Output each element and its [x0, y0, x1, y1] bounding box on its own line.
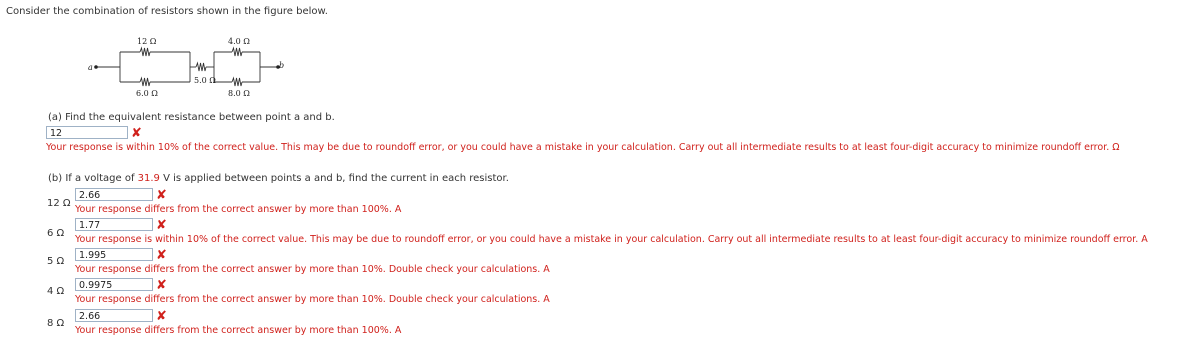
row-feedback-4-ohm: Your response differs from the correct answer by more than 10%. Double check your calculations. A: [75, 294, 550, 305]
problem-intro: Consider the combination of resistors shown in the figure below.: [6, 6, 328, 17]
point-a-label: a: [88, 63, 93, 72]
x-mark-icon: ✘: [156, 218, 167, 233]
row-feedback-12-ohm: Your response differs from the correct answer by more than 100%. A: [75, 204, 402, 215]
row-label-12-ohm: 12 Ω: [47, 198, 71, 209]
x-mark-icon: ✘: [131, 126, 142, 141]
current-6-ohm-input[interactable]: 1.77: [75, 218, 153, 231]
resistor-4-label: 4.0 Ω: [228, 37, 250, 46]
row-feedback-8-ohm: Your response differs from the correct answer by more than 100%. A: [75, 325, 402, 336]
resistor-5-label: 5.0 Ω: [194, 76, 216, 85]
resistor-12-label: 12 Ω: [137, 37, 157, 46]
part-a-answer-input[interactable]: 12: [46, 126, 128, 139]
x-mark-icon: ✘: [156, 188, 167, 203]
part-a-feedback: Your response is within 10% of the correct value. This may be due to roundoff error, or you could have a mistake in your calculation. Carry out all intermediate results to at least four-digit accuracy to minimize roundoff error. Ω: [46, 142, 1120, 153]
part-b-question: (b) If a voltage of 31.9 V is applied between points a and b, find the current in each resistor.: [48, 173, 509, 184]
row-label-6-ohm: 6 Ω: [47, 228, 65, 239]
current-5-ohm-input[interactable]: 1.995: [75, 248, 153, 261]
row-feedback-5-ohm: Your response differs from the correct answer by more than 10%. Double check your calculations. A: [75, 264, 550, 275]
part-a-question: (a) Find the equivalent resistance between point a and b.: [48, 112, 335, 123]
resistor-8-label: 8.0 Ω: [228, 89, 250, 96]
current-12-ohm-input[interactable]: 2.66: [75, 188, 153, 201]
row-feedback-6-ohm: Your response is within 10% of the correct value. This may be due to roundoff error, or you could have a mistake in your calculation. Carry out all intermediate results to at least four-digit accuracy to minimize roundoff error. A: [75, 234, 1148, 245]
row-label-8-ohm: 8 Ω: [47, 318, 65, 329]
current-8-ohm-input[interactable]: 2.66: [75, 309, 153, 322]
row-label-4-ohm: 4 Ω: [47, 286, 65, 297]
x-mark-icon: ✘: [156, 248, 167, 263]
row-label-5-ohm: 5 Ω: [47, 256, 65, 267]
current-4-ohm-input[interactable]: 0.9975: [75, 278, 153, 291]
x-mark-icon: ✘: [156, 278, 167, 293]
point-b-label: b: [279, 61, 285, 70]
resistor-6-label: 6.0 Ω: [136, 89, 158, 96]
point-a-dot: [94, 65, 98, 69]
x-mark-icon: ✘: [156, 309, 167, 324]
circuit-figure: [80, 36, 280, 96]
voltage-value: 31.9: [137, 173, 160, 184]
